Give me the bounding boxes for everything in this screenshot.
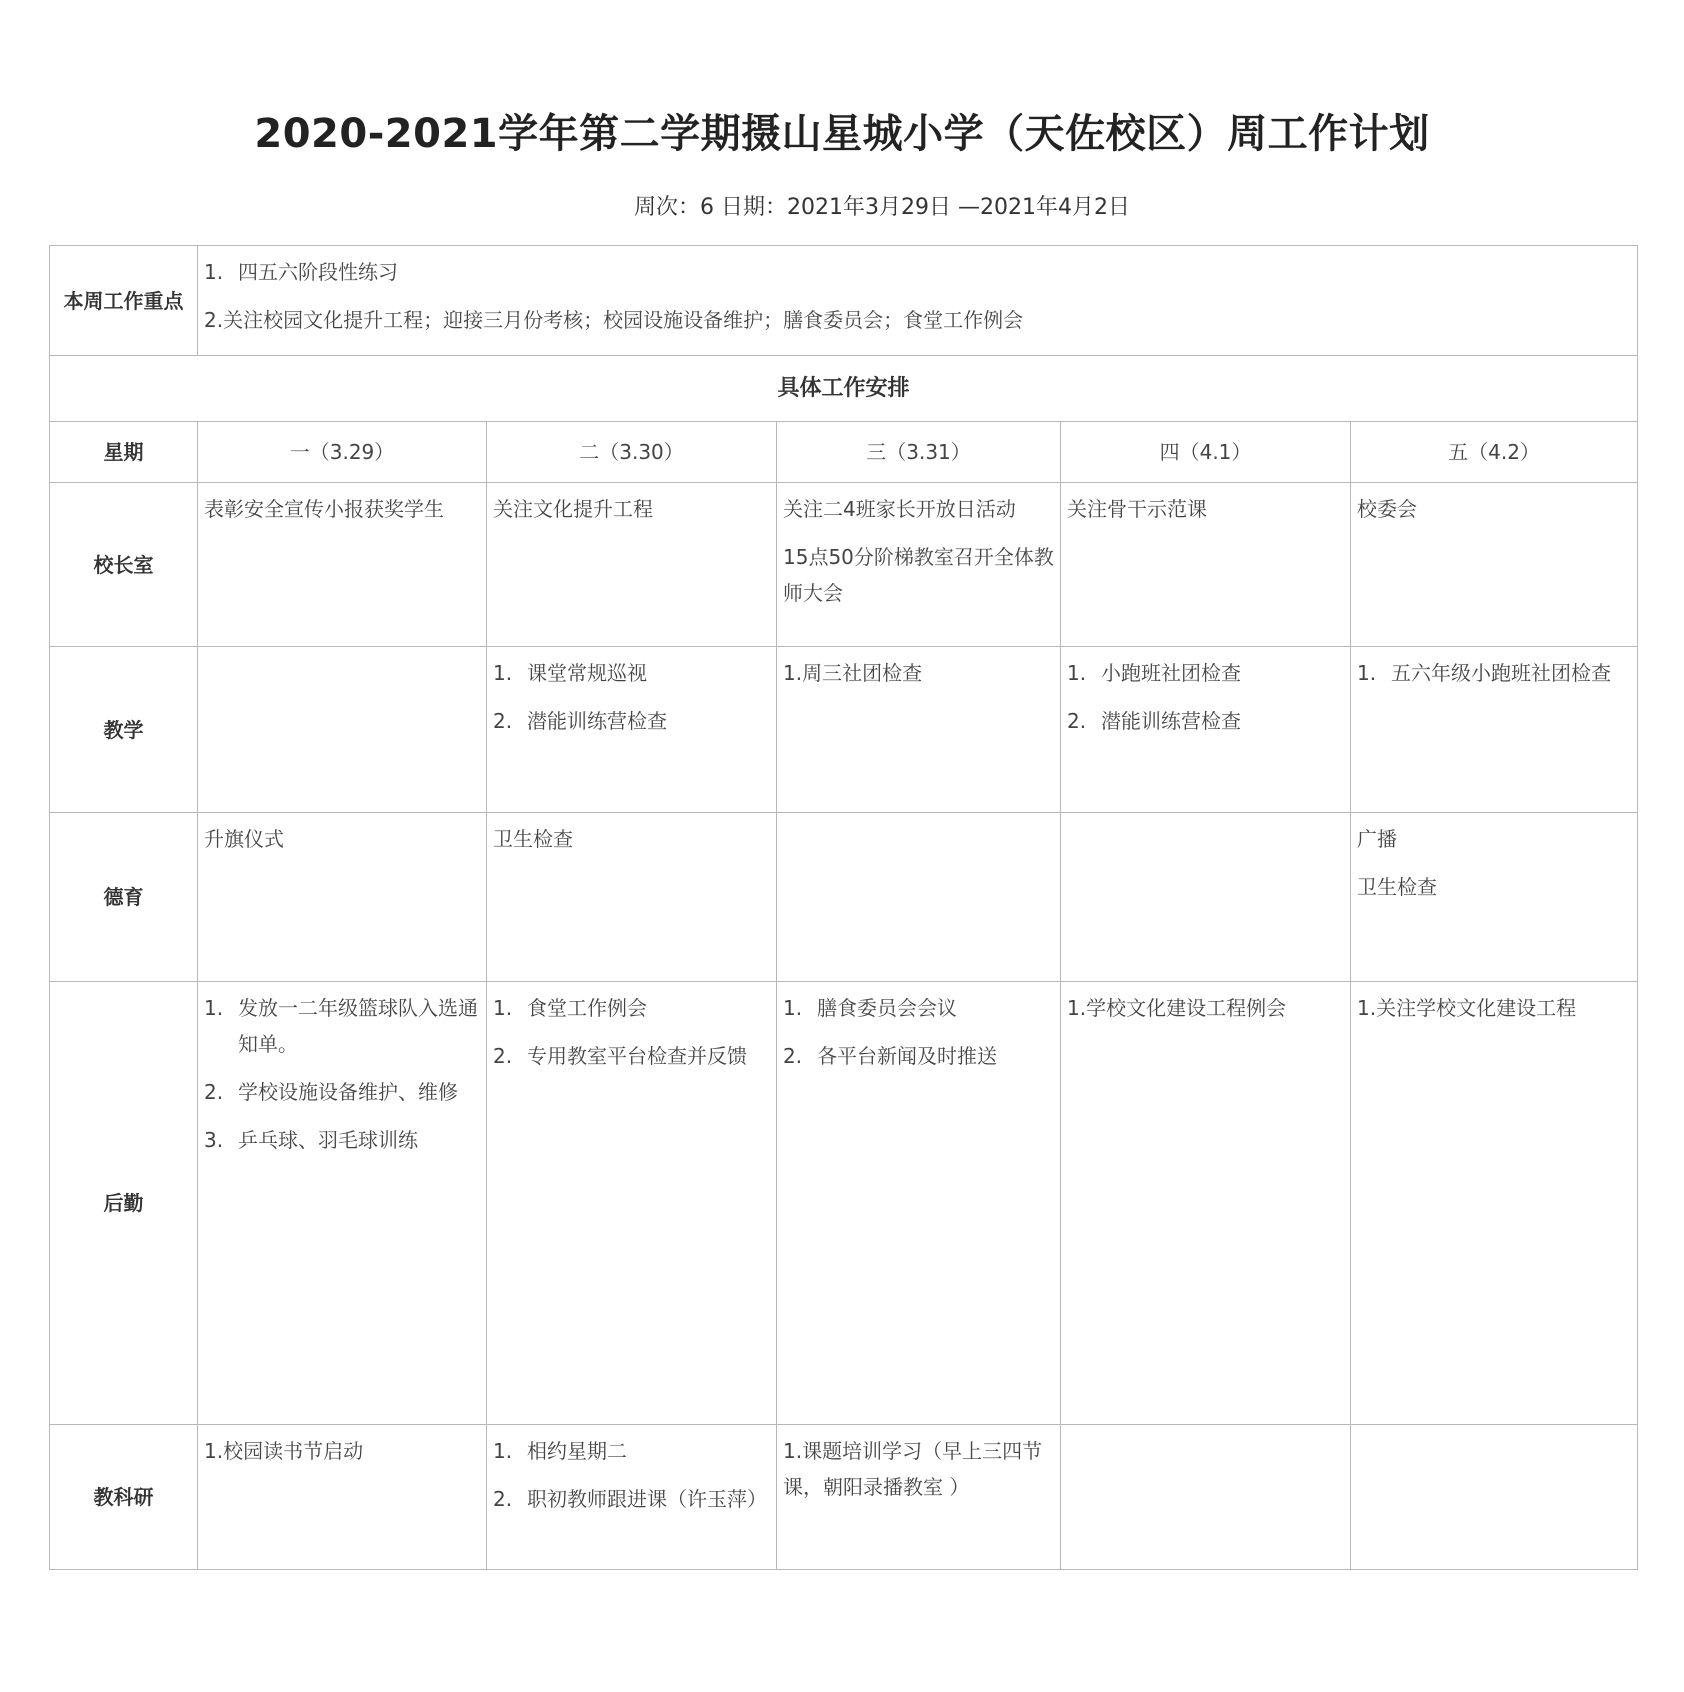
schedule-item-text: 广播 <box>1357 827 1397 851</box>
schedule-item-text: 学校设施设备维护、维修 <box>238 1080 458 1104</box>
schedule-item <box>493 703 770 739</box>
row-label: 教科研 <box>50 1425 198 1570</box>
schedule-item <box>1357 655 1631 691</box>
schedule-cell-tue <box>487 483 777 647</box>
schedule-cell-fri <box>1351 982 1638 1425</box>
row-research <box>50 1425 1638 1570</box>
schedule-cell-fri <box>1351 647 1638 813</box>
focus-item-text: 2.关注校园文化提升工程；迎接三月份考核；校园设施设备维护；膳食委员会；食堂工作例会 <box>204 308 1024 332</box>
schedule-item-num: 2. <box>204 1080 224 1104</box>
schedule-cell-wed <box>777 483 1061 647</box>
schedule-item <box>1067 491 1344 527</box>
focus-row <box>50 246 1638 356</box>
schedule-item-num: 1. <box>493 996 513 1020</box>
schedule-item <box>204 1122 480 1158</box>
day-header-wed: 三（3.31） <box>777 422 1061 483</box>
schedule-cell-tue <box>487 982 777 1425</box>
schedule-item-text: 卫生检查 <box>493 827 573 851</box>
schedule-cell-thu <box>1061 1425 1351 1570</box>
schedule-item <box>493 655 770 691</box>
schedule-item-text: 各平台新闻及时推送 <box>817 1044 997 1068</box>
schedule-item <box>493 1481 770 1517</box>
days-label: 星期 <box>50 422 198 483</box>
schedule-item-text: 1.课题培训学习（早上三四节课，朝阳录播教室 ） <box>783 1439 1043 1499</box>
schedule-item <box>493 990 770 1026</box>
schedule-cell-fri <box>1351 813 1638 982</box>
schedule-cell-tue <box>487 813 777 982</box>
schedule-item <box>1067 655 1344 691</box>
schedule-item-num: 2. <box>783 1044 803 1068</box>
schedule-item-text: 小跑班社团检查 <box>1101 661 1241 685</box>
row-logistics <box>50 982 1638 1425</box>
schedule-item-text: 卫生检查 <box>1357 875 1437 899</box>
focus-item-num: 1. <box>204 260 224 284</box>
row-label: 德育 <box>50 813 198 982</box>
schedule-cell-tue <box>487 647 777 813</box>
schedule-cell-wed <box>777 982 1061 1425</box>
schedule-item-text: 关注文化提升工程 <box>493 497 653 521</box>
schedule-item-num: 1. <box>493 661 513 685</box>
schedule-cell-mon <box>198 483 487 647</box>
schedule-cell-mon <box>198 1425 487 1570</box>
row-label: 校长室 <box>50 483 198 647</box>
schedule-item <box>1067 703 1344 739</box>
schedule-item <box>1357 990 1631 1026</box>
schedule-item <box>493 491 770 527</box>
schedule-item-text: 1.校园读书节启动 <box>204 1439 364 1463</box>
focus-label: 本周工作重点 <box>50 246 198 356</box>
schedule-item-text: 关注二4班家长开放日活动 <box>783 497 1016 521</box>
days-header-row <box>50 422 1638 483</box>
focus-item-text: 四五六阶段性练习 <box>238 260 398 284</box>
schedule-item-text: 膳食委员会会议 <box>817 996 957 1020</box>
schedule-item-text: 15点50分阶梯教室召开全体教师大会 <box>783 545 1054 605</box>
schedule-cell-thu <box>1061 813 1351 982</box>
schedule-item-num: 1. <box>204 996 224 1020</box>
schedule-item-text: 潜能训练营检查 <box>1101 709 1241 733</box>
schedule-item <box>493 1433 770 1469</box>
schedule-item-text: 1.学校文化建设工程例会 <box>1067 996 1287 1020</box>
day-header-fri: 五（4.2） <box>1351 422 1638 483</box>
focus-item <box>204 254 1631 290</box>
section-row <box>50 356 1638 422</box>
schedule-item <box>493 821 770 857</box>
schedule-item-text: 相约星期二 <box>527 1439 627 1463</box>
schedule-cell-mon <box>198 813 487 982</box>
day-header-mon: 一（3.29） <box>198 422 487 483</box>
page-title: 2020-2021学年第二学期摄山星城小学（天佐校区）周工作计划 <box>254 111 1430 157</box>
schedule-item-text: 升旗仪式 <box>204 827 284 851</box>
schedule-item-num: 3. <box>204 1128 224 1152</box>
schedule-cell-fri <box>1351 1425 1638 1570</box>
schedule-item <box>204 1074 480 1110</box>
schedule-item <box>493 1038 770 1074</box>
schedule-item-num: 2. <box>493 1044 513 1068</box>
week-date-info: 周次：6 日期：2021年3月29日 —2021年4月2日 <box>634 195 1130 220</box>
schedule-item <box>783 990 1054 1026</box>
schedule-item <box>783 1433 1054 1505</box>
schedule-item-num: 1. <box>1357 661 1377 685</box>
schedule-item <box>204 821 480 857</box>
section-title: 具体工作安排 <box>50 356 1638 422</box>
schedule-item-text: 1.关注学校文化建设工程 <box>1357 996 1577 1020</box>
row-label: 后勤 <box>50 982 198 1425</box>
schedule-cell-tue <box>487 1425 777 1570</box>
day-header-tue: 二（3.30） <box>487 422 777 483</box>
schedule-item-text: 专用教室平台检查并反馈 <box>527 1044 747 1068</box>
schedule-cell-wed <box>777 647 1061 813</box>
row-label: 教学 <box>50 647 198 813</box>
schedule-cell-wed <box>777 1425 1061 1570</box>
schedule-cell-thu <box>1061 647 1351 813</box>
schedule-cell-thu <box>1061 982 1351 1425</box>
schedule-cell-wed <box>777 813 1061 982</box>
row-moral-education <box>50 813 1638 982</box>
schedule-item-num: 2. <box>1067 709 1087 733</box>
schedule-item <box>204 491 480 527</box>
schedule-cell-thu <box>1061 483 1351 647</box>
schedule-item-text: 课堂常规巡视 <box>527 661 647 685</box>
schedule-cell-fri <box>1351 483 1638 647</box>
schedule-item <box>1357 491 1631 527</box>
schedule-item-num: 1. <box>783 996 803 1020</box>
schedule-item-text: 发放一二年级篮球队入选通知单。 <box>238 996 478 1056</box>
schedule-item-text: 1.周三社团检查 <box>783 661 923 685</box>
schedule-item-num: 2. <box>493 1487 513 1511</box>
schedule-item-text: 表彰安全宣传小报获奖学生 <box>204 497 444 521</box>
schedule-item <box>783 1038 1054 1074</box>
schedule-item-text: 潜能训练营检查 <box>527 709 667 733</box>
schedule-item <box>783 539 1054 611</box>
schedule-item-text: 乒乓球、羽毛球训练 <box>238 1128 418 1152</box>
schedule-item <box>783 655 1054 691</box>
schedule-item <box>1067 990 1344 1026</box>
schedule-item <box>1357 821 1631 857</box>
schedule-cell-mon <box>198 647 487 813</box>
schedule-item <box>1357 869 1631 905</box>
schedule-item-text: 五六年级小跑班社团检查 <box>1391 661 1611 685</box>
day-header-thu: 四（4.1） <box>1061 422 1351 483</box>
schedule-item-num: 1. <box>1067 661 1087 685</box>
schedule-item-text: 职初教师跟进课（许玉萍） <box>527 1487 767 1511</box>
schedule-item-num: 2. <box>493 709 513 733</box>
focus-content <box>198 246 1638 356</box>
schedule-item <box>204 990 480 1062</box>
schedule-item-text: 校委会 <box>1357 497 1417 521</box>
focus-item <box>204 302 1631 338</box>
schedule-item <box>204 1433 480 1469</box>
schedule-item <box>783 491 1054 527</box>
row-teaching <box>50 647 1638 813</box>
weekly-plan-table <box>49 245 1638 1570</box>
schedule-cell-mon <box>198 982 487 1425</box>
schedule-item-num: 1. <box>493 1439 513 1463</box>
schedule-item-text: 关注骨干示范课 <box>1067 497 1207 521</box>
schedule-item-text: 食堂工作例会 <box>527 996 647 1020</box>
row-principal-office <box>50 483 1638 647</box>
